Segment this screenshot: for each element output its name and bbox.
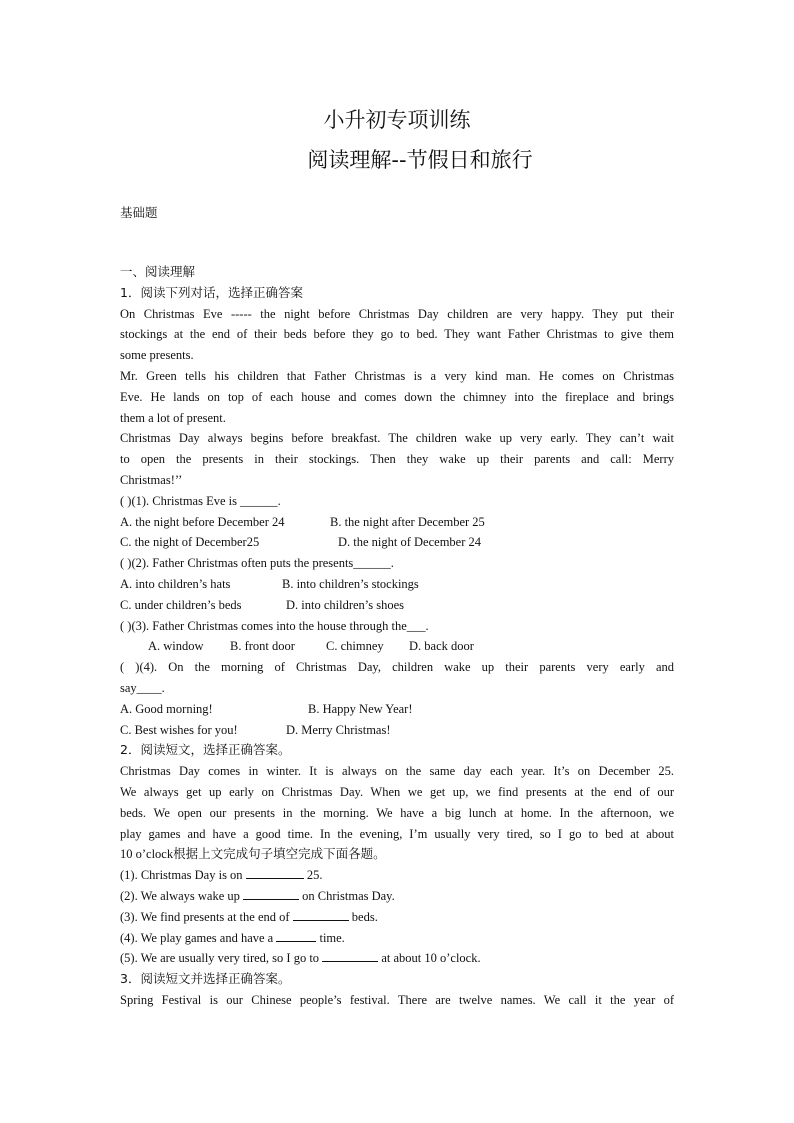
passage-line: Eve. He lands on top of each house and comes down the chimney into the fireplace and brings	[120, 389, 674, 404]
fill-text: (5). We are usually very tired, so I go to	[120, 951, 323, 966]
option-a: A. window	[148, 639, 204, 654]
fill-text: (4). We play games and have a	[120, 930, 277, 945]
document-title: 小升初专项训练	[323, 108, 471, 132]
fill-text: at about 10 o’clock.	[378, 951, 481, 966]
fill-item-2	[120, 886, 674, 907]
option-d: D. the night of December 24	[338, 535, 482, 550]
option-c: C. the night of December25	[120, 535, 260, 550]
fill-item-3	[120, 907, 674, 928]
passage-line: stockings at the end of their beds before they go to bed. They want Father Christmas to give them	[120, 327, 674, 342]
option-c: C. chimney	[326, 639, 384, 654]
question1-instruction: 1．阅读下列对话，选择正确答案	[120, 284, 303, 300]
options-row	[120, 720, 674, 741]
fill-text: beds.	[348, 909, 378, 924]
passage2-line	[120, 844, 674, 865]
passage3-line: Spring Festival is our Chinese people’s festival. There are twelve names. We call it the year of	[120, 992, 674, 1007]
passage-line: them a lot of present.	[120, 410, 226, 425]
question-1: ( )(1). Christmas Eve is ______.	[120, 493, 281, 508]
passage-line: On Christmas Eve ----- the night before Christmas Day children are very happy. They put their	[120, 306, 674, 321]
option-b: B. into children’s stockings	[282, 576, 419, 591]
passage2-line: beds. We open our presents in the morning. We have a big lunch at home. In the afternoon, we	[120, 805, 674, 820]
level-label: 基础题	[120, 205, 158, 220]
fill-text: on Christmas Day.	[299, 888, 395, 903]
main-content	[120, 262, 674, 1011]
option-c: C. under children’s beds	[120, 597, 242, 612]
passage2-end: 10 o’clock	[120, 847, 174, 862]
fill-text: 25.	[303, 868, 323, 883]
option-d: D. into children’s shoes	[286, 597, 405, 612]
options-row	[120, 595, 674, 616]
options-row	[120, 574, 674, 595]
passage-line: to open the presents in their stockings. Then they wake up their parents and call: Merry	[120, 452, 674, 467]
passage2-line: We always get up early on Christmas Day. When we get up, we find presents at the end of our	[120, 784, 674, 799]
option-a: A. Good morning!	[120, 701, 213, 716]
option-a: A. into children’s hats	[120, 576, 231, 591]
fill-text: time.	[316, 930, 345, 945]
passage2-line: Christmas Day comes in winter. It is always on the same day each year. It’s on December 25.	[120, 764, 674, 779]
question-3: ( )(3). Father Christmas comes into the house through the___.	[120, 618, 429, 633]
options-row	[120, 532, 674, 553]
section-heading: 一、阅读理解	[120, 264, 196, 279]
question2-instruction: 2．阅读短文，选择正确答案。	[120, 742, 291, 758]
question-4-cont: say____.	[120, 680, 165, 695]
fill-instruction: 根据上文完成句子填空完成下面各题。	[173, 846, 386, 862]
fill-item-4	[120, 928, 674, 949]
fill-text: (2). We always wake up	[120, 888, 244, 903]
document-subtitle: 阅读理解--节假日和旅行	[307, 148, 533, 172]
answer-blank[interactable]	[293, 907, 349, 921]
options-row	[120, 512, 674, 533]
question-2: ( )(2). Father Christmas often puts the presents______.	[120, 556, 394, 571]
option-a: A. the night before December 24	[120, 514, 285, 529]
fill-item-5	[120, 948, 674, 969]
option-b: B. the night after December 25	[330, 514, 485, 529]
fill-text: (3). We find presents at the end of	[120, 909, 293, 924]
option-d: D. back door	[409, 639, 474, 654]
passage-line: Christmas Day always begins before breakfast. The children wake up very early. They can’t wait	[120, 431, 674, 446]
passage-line: Mr. Green tells his children that Father Christmas is a very kind man. He comes on Christmas	[120, 368, 674, 383]
answer-blank[interactable]	[322, 948, 378, 962]
option-b: B. Happy New Year!	[308, 701, 413, 716]
passage-line: some presents.	[120, 348, 194, 363]
answer-blank[interactable]	[243, 886, 299, 900]
passage2-line: play games and have a good time. In the evening, I’m usually very tired, so I go to bed at about	[120, 826, 674, 841]
passage-line: Christmas!’’	[120, 472, 183, 487]
options-row	[120, 699, 674, 720]
fill-text: (1). Christmas Day is on	[120, 868, 246, 883]
answer-blank[interactable]	[276, 928, 316, 942]
option-c: C. Best wishes for you!	[120, 722, 238, 737]
option-d: D. Merry Christmas!	[286, 722, 391, 737]
option-b: B. front door	[230, 639, 295, 654]
question-4: ( )(4). On the morning of Christmas Day, children wake up their parents very early and	[120, 660, 674, 675]
options-row	[120, 636, 674, 657]
fill-item-1	[120, 865, 674, 886]
question3-instruction: 3．阅读短文并选择正确答案。	[120, 971, 291, 987]
answer-blank[interactable]	[246, 865, 304, 879]
